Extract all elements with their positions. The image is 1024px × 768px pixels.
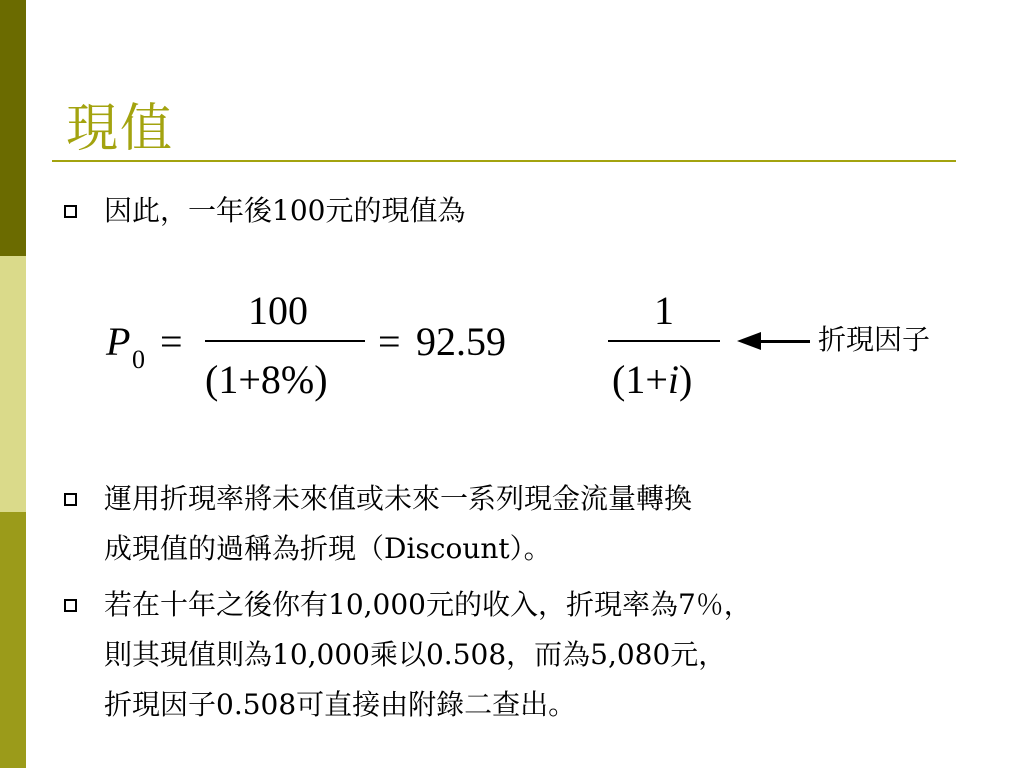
formula-subscript: 0 bbox=[132, 345, 145, 374]
fraction-bar-1 bbox=[205, 340, 365, 342]
square-bullet-icon bbox=[64, 493, 77, 506]
formula-denominator: (1+8%) bbox=[205, 357, 328, 402]
bullet-1-line-1: 因此，一年後100元的現值為 bbox=[104, 194, 466, 227]
factor-denominator bbox=[612, 356, 692, 403]
sidebar-stripe-light bbox=[0, 256, 26, 512]
arrow-left-icon bbox=[737, 332, 761, 350]
factor-denominator-close: ) bbox=[679, 357, 693, 402]
bullet-3-line-1: 若在十年之後你有10,000元的收入，折現率為7％， bbox=[104, 588, 752, 621]
discount-factor-label: 折現因子 bbox=[818, 323, 931, 356]
formula-var-p: P bbox=[106, 319, 131, 364]
factor-numerator: 1 bbox=[654, 288, 674, 333]
factor-denominator-open: (1+ bbox=[612, 357, 668, 402]
fraction-bar-2 bbox=[608, 340, 720, 342]
formula-equals-2: = bbox=[378, 319, 401, 364]
arrow-shaft bbox=[760, 340, 810, 343]
factor-var-i: i bbox=[667, 357, 680, 402]
slide-title: 現值 bbox=[66, 99, 175, 159]
square-bullet-icon bbox=[64, 205, 77, 218]
bullet-2-line-1: 運用折現率將未來值或未來一系列現金流量轉換 bbox=[104, 482, 693, 515]
square-bullet-icon bbox=[64, 599, 77, 612]
bullet-3-line-2: 則其現值則為10,000乘以0.508，而為5,080元， bbox=[104, 638, 727, 671]
formula-result: 92.59 bbox=[416, 319, 506, 364]
title-divider bbox=[52, 160, 956, 162]
sidebar-stripe-dark bbox=[0, 0, 26, 256]
bullet-2-line-2: 成現值的過稱為折現（Discount）。 bbox=[104, 532, 552, 565]
formula-equals-1: = bbox=[160, 319, 183, 364]
bullet-3-line-3: 折現因子0.508可直接由附錄二查出。 bbox=[104, 688, 577, 721]
sidebar-stripe-mid bbox=[0, 512, 26, 768]
formula-numerator: 100 bbox=[248, 288, 308, 333]
